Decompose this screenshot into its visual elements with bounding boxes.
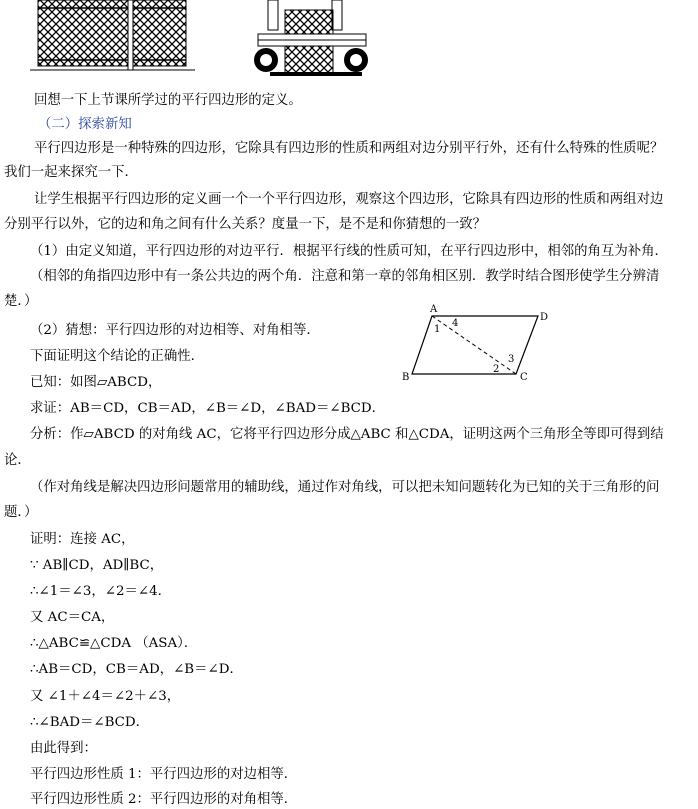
text-line: 楚．） xyxy=(4,294,38,309)
text-line: 平行四边形是一种特殊的四边形，它除具有四边形的性质和两组对边分别平行外，还有什么特殊的性质呢？ xyxy=(34,141,664,156)
text-line: （1）由定义知道，平行四边形的对边平行．根据平行线的性质可知，在平行四边形中，相邻的角互为补角． xyxy=(30,244,668,259)
proof-line: 又 AC＝CA， xyxy=(30,610,115,625)
parallelogram-figure xyxy=(400,300,560,384)
proof-line: ∵ AB∥CD，AD∥BC， xyxy=(30,558,164,573)
angle-label-3: 3 xyxy=(508,354,515,365)
proof-line: ∴∠BAD＝∠BCD． xyxy=(30,715,150,730)
proof-line: ∴∠1＝∠3，∠2＝∠4． xyxy=(30,584,172,599)
angle-label-2: 2 xyxy=(493,364,500,375)
text-line: 我们一起来探究一下． xyxy=(4,165,138,180)
proof-line: ∴△ABC≌△CDA （ASA）． xyxy=(30,636,198,651)
fence-illustrations xyxy=(0,0,698,82)
text-line: 已知：如图▱ABCD， xyxy=(30,375,162,390)
section-heading-explore: （二）探索新知 xyxy=(38,117,132,132)
proof-line: 又 ∠1＋∠4＝∠2＋∠3， xyxy=(30,689,181,704)
text-line: （2）猜想：平行四边形的对边相等、对角相等． xyxy=(30,323,320,338)
text-line: 论． xyxy=(4,453,31,468)
text-line: 分别平行以外，它的边和角之间有什么关系？度量一下，是不是和你猜想的一致？ xyxy=(4,217,487,232)
vertex-label-b: B xyxy=(402,372,410,383)
angle-label-1: 1 xyxy=(434,324,441,335)
text-line: 题．） xyxy=(4,505,38,520)
diagonal-ac xyxy=(432,316,516,374)
angle-label-4: 4 xyxy=(452,318,459,329)
proof-line: 证明：连接 AC， xyxy=(30,532,135,547)
property-2: 平行四边形性质 2：平行四边形的对角相等． xyxy=(30,792,298,807)
property-1: 平行四边形性质 1：平行四边形的对边相等． xyxy=(30,767,298,782)
parallelogram-abcd xyxy=(412,316,538,374)
vertex-label-a: A xyxy=(430,304,438,315)
text-line: （作对角线是解决四边形问题常用的辅助线，通过作对角线，可以把未知问题转化为已知的关于三角形的问 xyxy=(30,480,660,495)
vertex-label-d: D xyxy=(540,312,549,323)
text-line-recall-definition: 回想一下上节课所学过的平行四边形的定义。 xyxy=(34,93,302,108)
text-line: 求证：AB＝CD，CB＝AD，∠B＝∠D，∠BAD＝∠BCD． xyxy=(30,401,386,416)
gate-image xyxy=(254,0,368,76)
text-line: 分析：作▱ABCD 的对角线 AC，它将平行四边形分成△ABC 和△CDA，证明这两个三角形全等即可得到结 xyxy=(30,427,664,442)
text-line: 让学生根据平行四边形的定义画一个一个平行四边形，观察这个四边形，它除具有四边形的性质和两组对边 xyxy=(34,192,664,207)
text-line: 下面证明这个结论的正确性． xyxy=(30,349,205,364)
text-line: 由此得到： xyxy=(30,741,97,756)
lattice-fence-image xyxy=(30,0,195,70)
text-line: （相邻的角指四边形中有一条公共边的两个角．注意和第一章的邻角相区别．教学时结合图形使学生分辨清 xyxy=(30,269,660,284)
proof-line: ∴AB＝CD，CB＝AD，∠B＝∠D． xyxy=(30,662,243,677)
vertex-label-c: C xyxy=(520,372,528,383)
